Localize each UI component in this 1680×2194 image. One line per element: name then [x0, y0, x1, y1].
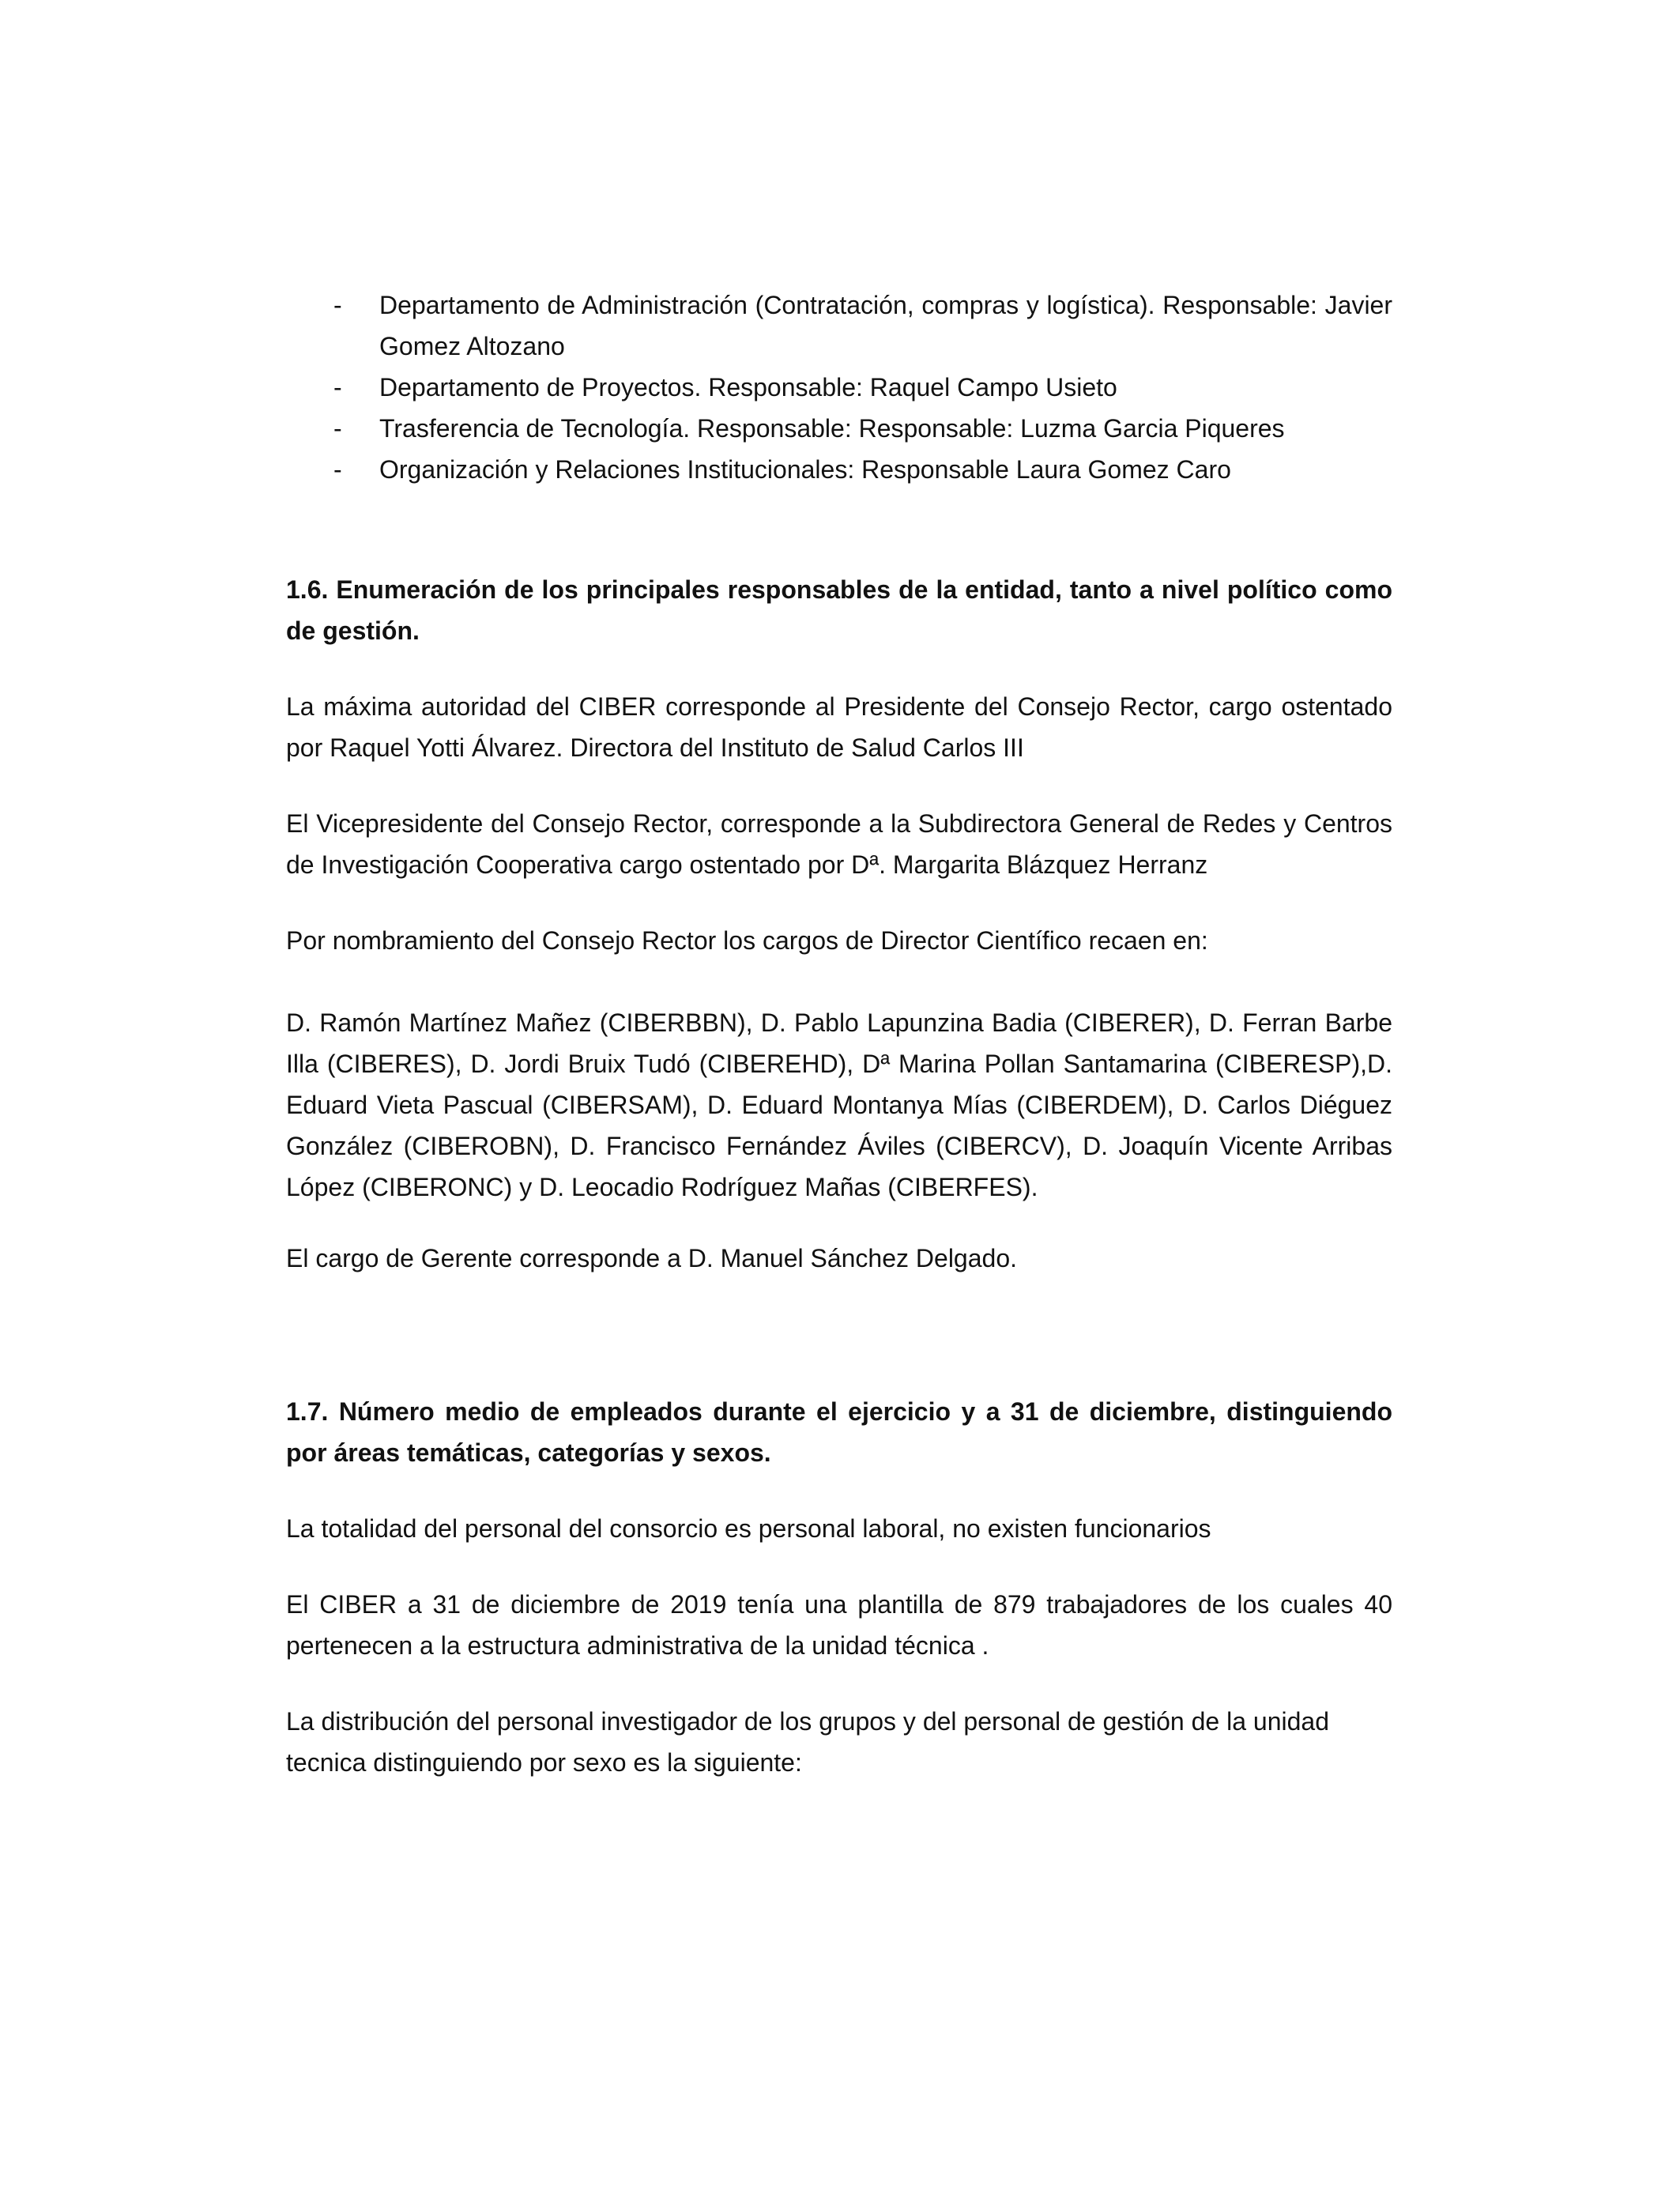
section-1-6-heading: 1.6. Enumeración de los principales responsables de la entidad, tanto a nivel político como de gestión.: [286, 575, 1392, 645]
section-1-6-directors-list: D. Ramón Martínez Mañez (CIBERBBN), D. Pablo Lapunzina Badia (CIBERER), D. Ferran Barbe Illa (CIBERES), D. Jordi Bruix Tudó (CIBEREHD), Dª Marina Pollan Santamarina (CIBERESP),D. Eduard Vieta Pascual (CIBERSAM), D. Eduard Montanya Mías (CIBERDEM), D. Carlos Diéguez González (CIBEROBN), D. Francisco Fernández Áviles (CIBERCV), D. Joaquín Vicente Arribas López (CIBERONC) y D. Leocadio Rodríguez Mañas (CIBERFES).: [286, 1008, 1392, 1201]
list-item: [286, 285, 1392, 367]
list-item: [286, 367, 1392, 408]
section-1-7-heading: 1.7. Número medio de empleados durante el ejercicio y a 31 de diciembre, distinguiendo por áreas temáticas, categorías y sexos.: [286, 1397, 1392, 1467]
section-1-6-president-paragraph: La máxima autoridad del CIBER corresponde al Presidente del Consejo Rector, cargo ostentado por Raquel Yotti Álvarez. Directora del Instituto de Salud Carlos III: [286, 692, 1392, 762]
section-1-6-vicepresident-paragraph: El Vicepresidente del Consejo Rector, corresponde a la Subdirectora General de Redes y Centros de Investigación Cooperativa cargo ostentado por Dª. Margarita Blázquez Herranz: [286, 809, 1392, 879]
section-1-7-distribution-paragraph: La distribución del personal investigador de los grupos y del personal de gestión de la unidad tecnica distinguiendo por sexo es la siguiente:: [286, 1707, 1329, 1777]
section-1-6-manager-paragraph: El cargo de Gerente corresponde a D. Manuel Sánchez Delgado.: [286, 1244, 1017, 1272]
section-1-7-headcount-paragraph: El CIBER a 31 de diciembre de 2019 tenía una plantilla de 879 trabajadores de los cuales 40 pertenecen a la estructura administrativa de la unidad técnica .: [286, 1590, 1392, 1660]
section-1-6-directors-intro: Por nombramiento del Consejo Rector los cargos de Director Científico recaen en:: [286, 926, 1208, 955]
department-item-administracion: Departamento de Administración (Contratación, compras y logística). Responsable: Javier Gomez Altozano: [379, 291, 1392, 360]
bullet-dash: -: [333, 291, 342, 319]
page-content: [286, 285, 1392, 1783]
bullet-dash: -: [333, 373, 342, 401]
department-item-transferencia: Trasferencia de Tecnología. Responsable: Responsable: Luzma Garcia Piqueres: [379, 414, 1285, 443]
bullet-dash: -: [333, 455, 342, 484]
bullet-dash: -: [333, 414, 342, 443]
department-item-proyectos: Departamento de Proyectos. Responsable: Raquel Campo Usieto: [379, 373, 1117, 401]
list-item: [286, 449, 1392, 490]
department-list: [286, 285, 1392, 490]
list-item: [286, 408, 1392, 449]
department-item-organizacion: Organización y Relaciones Institucionales: Responsable Laura Gomez Caro: [379, 455, 1231, 484]
section-1-7-staff-paragraph: La totalidad del personal del consorcio es personal laboral, no existen funcionarios: [286, 1514, 1211, 1543]
